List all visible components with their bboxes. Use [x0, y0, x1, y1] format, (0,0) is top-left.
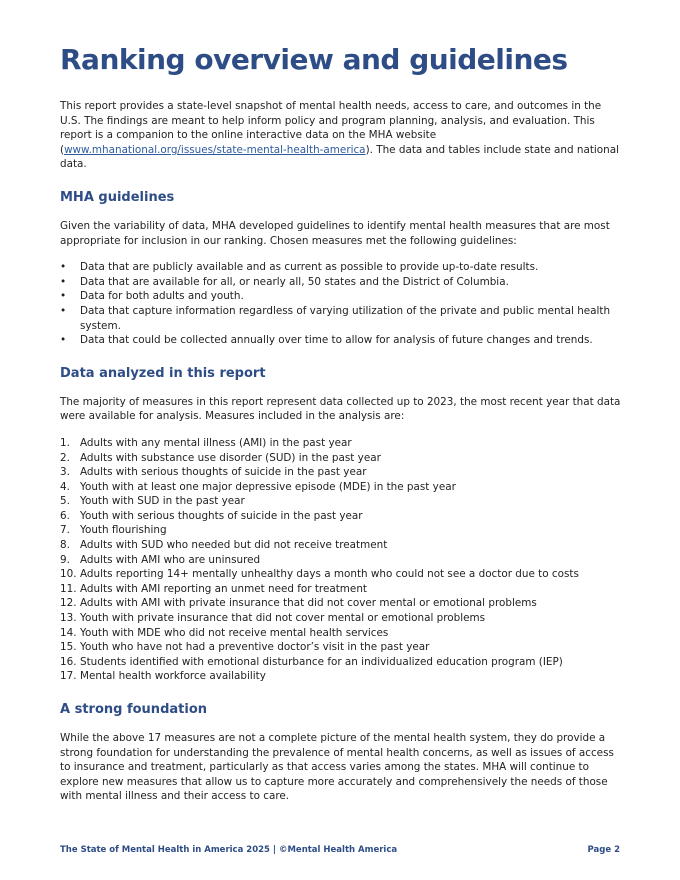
- intro-text-after-link: ). The data and tables include state and national data.: [60, 143, 619, 171]
- list-item-text: Data that capture information regardless of varying utilization of the private and public mental health system.: [80, 304, 611, 332]
- measure-item: [60, 611, 622, 626]
- measure-item: [60, 669, 622, 684]
- measure-number: 1.: [60, 436, 70, 449]
- measure-text: Youth with private insurance that did not cover mental or emotional problems: [80, 612, 486, 625]
- measure-text: Youth with SUD in the past year: [80, 495, 245, 508]
- footer-publication-label: The State of Mental Health in America 2025 | ©Mental Health America: [60, 845, 398, 855]
- list-item: [60, 333, 622, 348]
- list-item-text: Data that could be collected annually over time to allow for analysis of future changes and trends.: [80, 334, 593, 347]
- measure-item: [60, 494, 622, 509]
- bullet-marker: •: [60, 261, 67, 274]
- measure-text: Adults with any mental illness (AMI) in the past year: [80, 436, 352, 449]
- measure-item: [60, 640, 622, 655]
- guidelines-heading: MHA guidelines: [60, 189, 175, 205]
- measure-number: 5.: [60, 495, 70, 508]
- measure-item: [60, 567, 622, 582]
- document-page: [60, 40, 622, 804]
- intro-text-before-link: This report provides a state-level snapshot of mental health needs, access to care, and outcomes in the U.S. The findings are meant to help inform policy and program planning, analysis, and evaluation. This report is a companion to the online interactive data on the MHA website (: [60, 100, 602, 156]
- measure-text: Students identified with emotional disturbance for an individualized education program (IEP): [80, 655, 563, 668]
- bullet-marker: •: [60, 304, 67, 317]
- guidelines-paragraph: Given the variability of data, MHA developed guidelines to identify mental health measures that are most appropriate for inclusion in our ranking. Chosen measures met the following guidelines:: [60, 219, 610, 247]
- measure-number: 14.: [60, 626, 77, 639]
- measure-item: [60, 626, 622, 641]
- foundation-heading: A strong foundation: [60, 702, 207, 717]
- measure-number: 13.: [60, 612, 77, 625]
- page-footer: [60, 845, 620, 855]
- data-analyzed-heading: Data analyzed in this report: [60, 365, 266, 381]
- measure-text: Adults with AMI reporting an unmet need for treatment: [80, 582, 367, 595]
- measure-number: 16.: [60, 655, 77, 668]
- list-item: [60, 275, 622, 290]
- measure-item: [60, 596, 622, 611]
- measure-text: Adults with substance use disorder (SUD) in the past year: [80, 451, 381, 464]
- measure-text: Mental health workforce availability: [80, 670, 266, 683]
- list-item-text: Data for both adults and youth.: [80, 290, 244, 303]
- measure-item: [60, 465, 622, 480]
- measure-number: 12.: [60, 597, 77, 610]
- measure-number: 9.: [60, 553, 70, 566]
- list-item-text: Data that are publicly available and as current as possible to provide up-to-date results.: [80, 261, 539, 274]
- measure-item: [60, 480, 622, 495]
- list-item-text: Data that are available for all, or nearly all, 50 states and the District of Columbia.: [80, 275, 509, 288]
- measure-number: 4.: [60, 480, 70, 493]
- measure-text: Youth with MDE who did not receive mental health services: [80, 626, 389, 639]
- measure-item: [60, 553, 622, 568]
- measure-number: 2.: [60, 451, 70, 464]
- measure-text: Youth with at least one major depressive episode (MDE) in the past year: [80, 480, 456, 493]
- measures-list: [60, 436, 622, 684]
- mha-website-link[interactable]: www.mhanational.org/issues/state-mental-health-america: [64, 143, 366, 156]
- measure-text: Adults with SUD who needed but did not receive treatment: [80, 539, 388, 552]
- measure-item: [60, 436, 622, 451]
- measure-text: Youth who have not had a preventive doctor’s visit in the past year: [80, 641, 430, 654]
- intro-paragraph: [60, 99, 622, 172]
- measure-text: Youth with serious thoughts of suicide in the past year: [80, 509, 363, 522]
- measure-item: [60, 523, 622, 538]
- bullet-marker: •: [60, 334, 67, 347]
- measure-number: 15.: [60, 641, 77, 654]
- measure-text: Adults with AMI who are uninsured: [80, 553, 261, 566]
- measure-number: 11.: [60, 582, 77, 595]
- measure-text: Adults reporting 14+ mentally unhealthy days a month who could not see a doctor due to costs: [80, 568, 579, 581]
- measure-number: 8.: [60, 539, 70, 552]
- page-title: Ranking overview and guidelines: [60, 43, 568, 76]
- data-analyzed-paragraph: The majority of measures in this report represent data collected up to 2023, the most recent year that data were available for analysis. Measures included in the analysis are:: [60, 395, 621, 423]
- measure-number: 10.: [60, 568, 77, 581]
- measure-text: Youth flourishing: [80, 524, 167, 537]
- foundation-paragraph: While the above 17 measures are not a complete picture of the mental health system, they do provide a strong foundation for understanding the prevalence of mental health concerns, as well as issues of access to insurance and treatment, particularly as that access varies among the states. MHA will continue to explore new measures that allow us to capture more accurately and comprehensively the needs of those with mental illness and their access to care.: [60, 732, 614, 803]
- page-number: Page 2: [587, 845, 620, 855]
- measure-text: Adults with AMI with private insurance that did not cover mental or emotional problems: [80, 597, 537, 610]
- measure-number: 3.: [60, 466, 70, 479]
- guidelines-list: [60, 260, 622, 348]
- measure-item: [60, 655, 622, 670]
- measure-number: 6.: [60, 509, 70, 522]
- measure-number: 17.: [60, 670, 77, 683]
- measure-item: [60, 451, 622, 466]
- measure-text: Adults with serious thoughts of suicide in the past year: [80, 466, 367, 479]
- measure-number: 7.: [60, 524, 70, 537]
- bullet-marker: •: [60, 275, 67, 288]
- list-item: [60, 289, 622, 304]
- measure-item: [60, 509, 622, 524]
- bullet-marker: •: [60, 290, 67, 303]
- measure-item: [60, 538, 622, 553]
- list-item: [60, 260, 622, 275]
- list-item: [60, 304, 622, 333]
- measure-item: [60, 582, 622, 597]
